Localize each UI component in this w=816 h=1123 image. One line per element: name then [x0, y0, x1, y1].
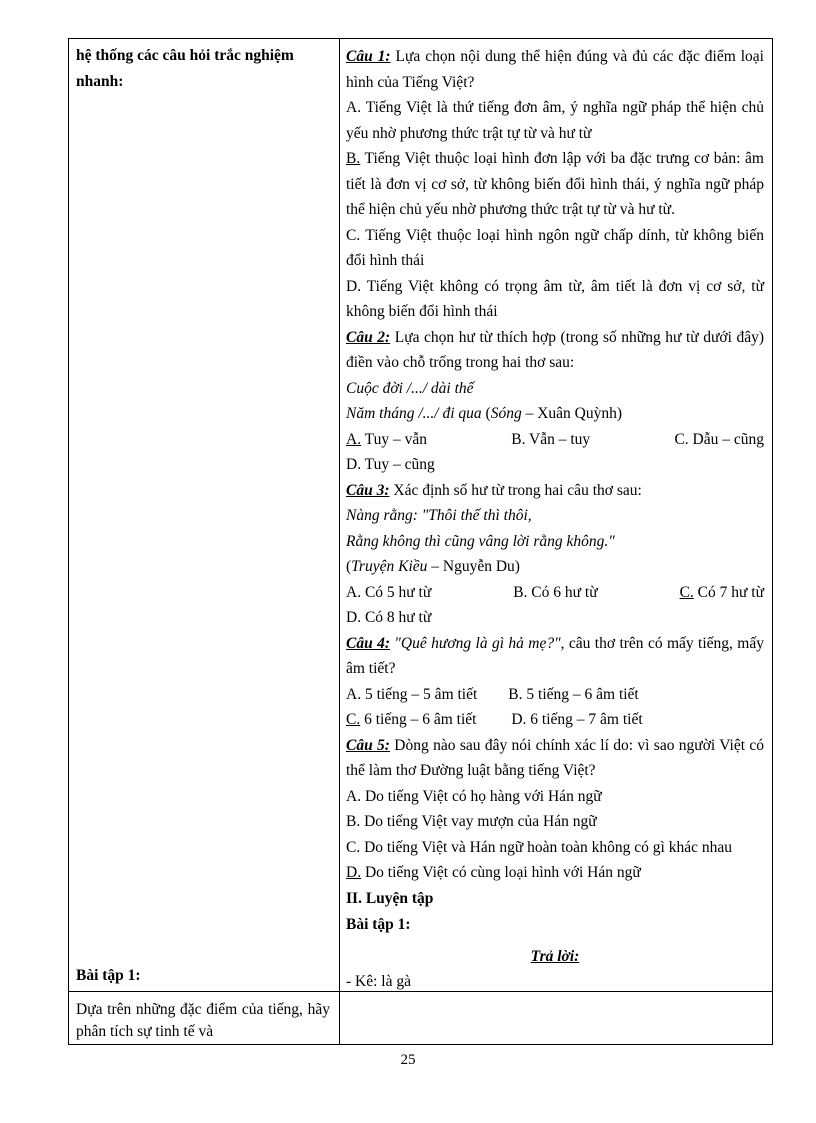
page-number: 25 — [400, 1052, 416, 1068]
question-3-verse-2: Rằng không thì cũng vâng lời rằng không." — [346, 532, 615, 550]
question-3 — [346, 478, 764, 504]
question-4-options-row-1 — [346, 682, 764, 708]
content-table — [68, 38, 773, 1045]
question-1-option-d: D. Tiếng Việt không có trọng âm từ, âm tiết là đơn vị cơ sở, từ không biến đổi hình thái — [346, 277, 764, 320]
question-3-source: (Truyện Kiều – Nguyễn Du) — [346, 558, 520, 575]
question-4-options-row-2 — [346, 707, 764, 733]
question-2-verse-2-line: Năm tháng /.../ đi qua (Sóng – Xuân Quỳnh) — [346, 405, 622, 422]
question-1-option-a: A. Tiếng Việt là thứ tiếng đơn âm, ý nghĩa ngữ pháp thể hiện chủ yếu nhờ phương thức trật tự từ và hư từ — [346, 99, 764, 142]
question-2-options-row — [346, 427, 764, 453]
question-3-answer-letter: C. — [679, 583, 694, 601]
question-2-option-b: B. Vẫn – tuy — [511, 430, 591, 448]
question-4-text: , câu thơ trên có mấy tiếng, mấy âm tiết? — [346, 634, 764, 677]
question-4-option-c — [346, 711, 476, 728]
question-list — [346, 44, 764, 995]
question-2-option-d: D. Tuy – cũng — [346, 456, 435, 473]
question-1-option-b — [346, 146, 764, 223]
question-3-option-b: B. Có 6 hư từ — [513, 583, 598, 601]
question-5-option-d — [346, 860, 764, 886]
question-5-option-a: A. Do tiếng Việt có họ hàng với Hán ngữ — [346, 787, 602, 805]
question-2-source-title: Sóng — [490, 405, 522, 422]
section-2-heading: II. Luyện tập — [346, 889, 434, 907]
question-3-source-author: – Nguyễn Du) — [427, 558, 520, 575]
question-1-text: Lựa chọn nội dung thể hiện đúng và đủ các đặc điểm loại hình của Tiếng Việt? — [346, 48, 764, 91]
question-4-option-b: B. 5 tiếng – 6 âm tiết — [508, 685, 639, 703]
question-2-label: Câu 2: — [346, 328, 391, 346]
question-3-verse-1: Nàng rằng: "Thôi thế thì thôi, — [346, 507, 532, 524]
left-column — [69, 39, 339, 1044]
question-3-option-a: A. Có 5 hư từ — [346, 583, 432, 601]
question-5-option-b: B. Do tiếng Việt vay mượn của Hán ngữ — [346, 813, 597, 830]
question-1-answer-letter: B. — [346, 150, 361, 167]
question-3-label: Câu 3: — [346, 481, 390, 499]
right-exercise-label: Bài tập 1: — [346, 916, 411, 933]
question-5-label: Câu 5: — [346, 736, 390, 754]
question-1-option-b-text: Tiếng Việt thuộc loại hình đơn lập với ba đặc trưng cơ bản: âm tiết là đơn vị cơ sở, từ không biến đổi hình thái, ý nghĩa ngữ pháp thể hiện chủ yếu nhờ phương thức trật tự từ và hư từ. — [346, 150, 764, 218]
question-2-option-a — [346, 427, 427, 453]
left-exercise-label: Bài tập 1: — [76, 967, 141, 984]
question-2-verse-2: Năm tháng /.../ đi qua — [346, 405, 482, 422]
left-cell-title: hệ thống các câu hỏi trắc nghiệm nhanh: — [76, 47, 294, 90]
question-5-text: Dòng nào sau đây nói chính xác lí do: vì sao người Việt có thể làm thơ Đường luật bằng tiếng Việt? — [346, 736, 764, 779]
question-2-text: Lựa chọn hư từ thích hợp (trong số những hư từ dưới đây) điền vào chỗ trống trong hai thơ sau: — [346, 328, 764, 371]
question-1-option-c: C. Tiếng Việt thuộc loại hình ngôn ngữ chấp dính, từ không biến đổi hình thái — [346, 226, 764, 269]
question-1-label: Câu 1: — [346, 48, 391, 65]
left-exercise-description: Dựa trên những đặc điểm của tiếng, hãy phân tích sự tinh tế và — [76, 1001, 330, 1040]
question-4-answer-letter: C. — [346, 711, 361, 728]
question-2-verse-1: Cuộc đời /.../ dài thế — [346, 379, 474, 397]
question-2 — [346, 325, 764, 376]
question-5-answer-letter: D. — [346, 864, 362, 881]
question-4-quote: "Quê hương là gì hả mẹ?" — [394, 634, 561, 652]
question-2-option-a-text: Tuy – vẫn — [361, 430, 427, 448]
question-3-source-title: Truyện Kiều — [351, 558, 428, 575]
question-2-source-author: – Xuân Quỳnh) — [521, 405, 622, 422]
answer-line-1: - Kê: là gà — [346, 973, 411, 990]
question-4 — [346, 631, 764, 682]
question-2-option-c: C. Dẫu – cũng — [674, 430, 764, 448]
right-column — [340, 39, 774, 1044]
question-4-option-d: D. 6 tiếng – 7 âm tiết — [511, 711, 643, 728]
question-4-option-c-text: 6 tiếng – 6 âm tiết — [360, 711, 477, 728]
question-3-option-c-text: Có 7 hư từ — [693, 583, 764, 601]
question-2-answer-letter: A. — [346, 430, 362, 448]
question-4-option-a: A. 5 tiếng – 5 âm tiết — [346, 685, 478, 703]
question-5-option-c: C. Do tiếng Việt và Hán ngữ hoàn toàn không có gì khác nhau — [346, 838, 732, 856]
question-3-option-c — [680, 580, 764, 606]
question-1 — [346, 44, 764, 95]
question-4-label: Câu 4: — [346, 634, 391, 652]
question-3-text: Xác định số hư từ trong hai câu thơ sau: — [389, 481, 642, 499]
question-5-option-d-text: Do tiếng Việt có cùng loại hình với Hán ngữ — [361, 864, 641, 881]
answer-heading: Trả lời: — [530, 947, 580, 965]
question-5 — [346, 733, 764, 784]
question-3-option-d: D. Có 8 hư từ — [346, 609, 432, 626]
question-3-options-row — [346, 580, 764, 606]
